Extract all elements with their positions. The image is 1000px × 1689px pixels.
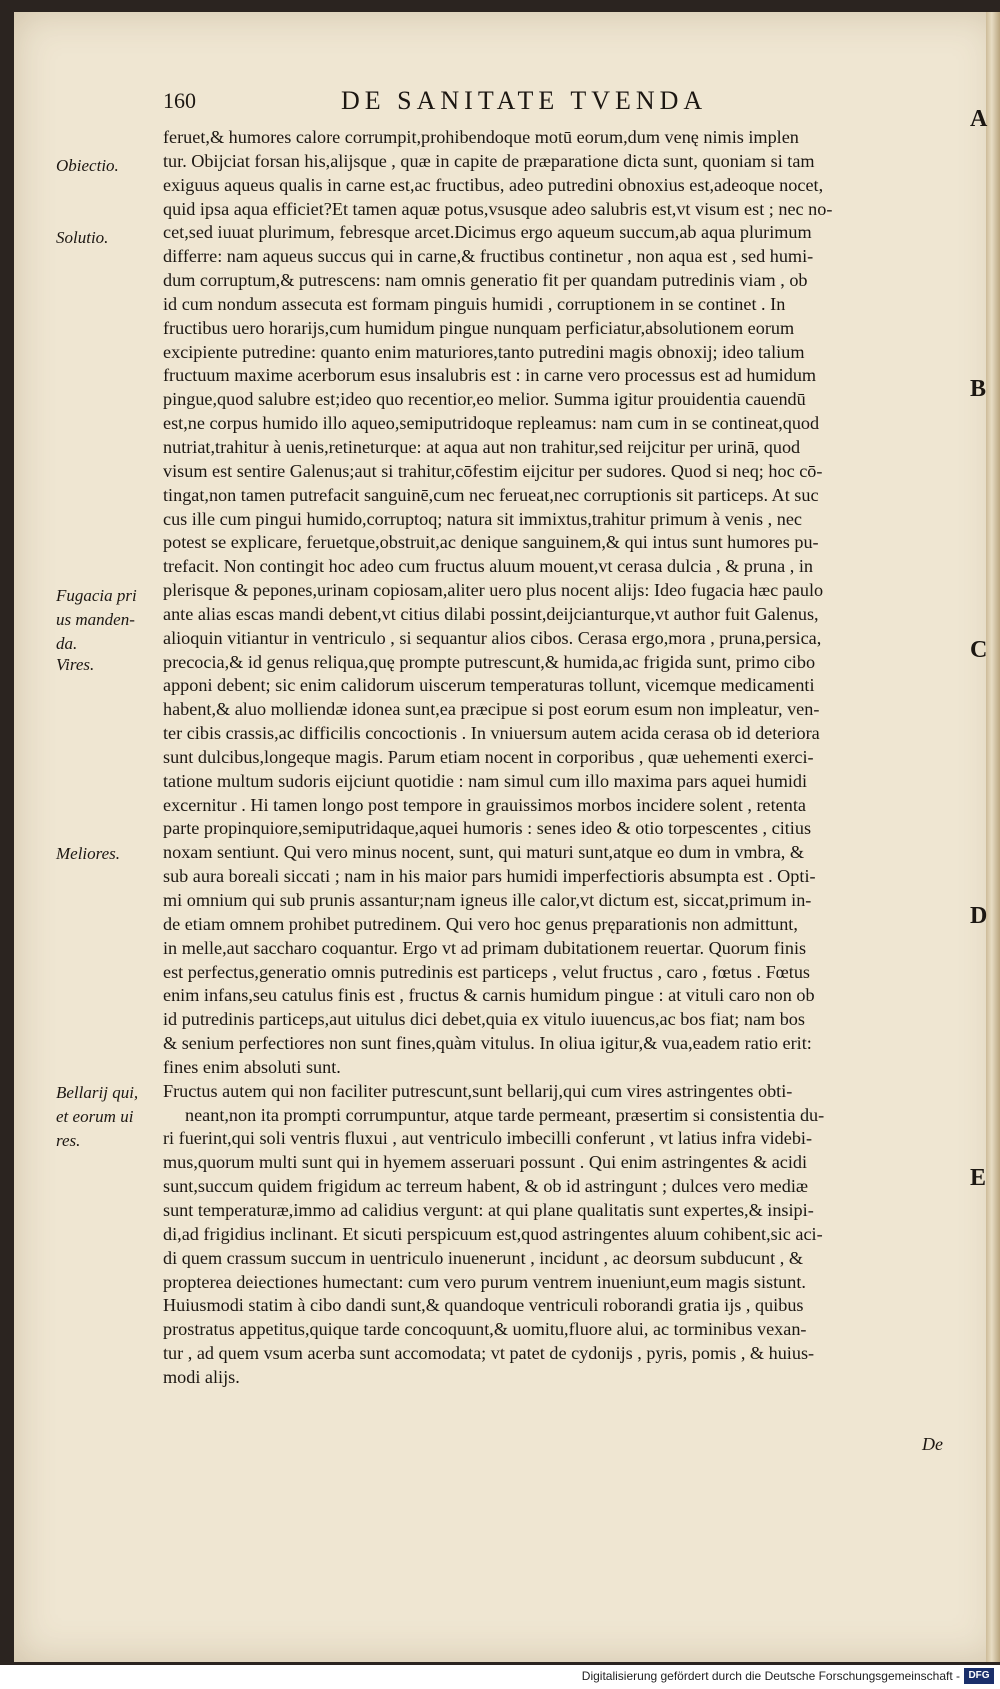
margin-letter-b: B xyxy=(970,376,987,402)
text-line: sub aura boreali siccati ; nam in his maior pars humidi imperfectioris absumpta est . Opti- xyxy=(163,866,816,887)
text-line: alioquin vitiantur in ventriculo , si sequantur alios cibos. Cerasa ergo,mora , pruna,persica, xyxy=(163,627,822,648)
text-line: sunt temperaturæ,immo ad calidius vergunt: at qui plane qualitatis sunt expertes,& insipi- xyxy=(163,1199,814,1220)
text-line: differre: nam aqueus succus qui in carne,& fructibus continetur , non aqua est , sed humi- xyxy=(163,246,814,267)
text-line: id cum nondum assecuta est formam pinguis humidi , corruptionem in se continet . In xyxy=(163,293,786,314)
text-line: noxam sentiunt. Qui vero minus nocent, sunt, qui maturi sunt,atque eo dum in vmbra, & xyxy=(163,842,805,863)
footer-credit: Digitalisierung gefördert durch die Deutsche Forschungsgemeinschaft - xyxy=(581,1669,960,1683)
text-line: pingue,quod salubre est;ideo quo recentior,eo melior. Summa igitur prouidentia cauendū xyxy=(163,389,806,410)
marginal-note: da. xyxy=(56,634,78,653)
text-line: sunt,succum quidem frigidum ac terreum habent, & ob id astringunt ; dulces vero mediæ xyxy=(163,1176,809,1197)
text-line: sunt dulcibus,longeque magis. Parum etiam nocent in corporibus , quæ uehementi exerci- xyxy=(163,746,814,767)
text-line xyxy=(163,1390,953,1414)
marginal-note: Meliores. xyxy=(56,844,121,863)
marginal-note: Fugacia pri xyxy=(56,586,137,605)
marginal-note: res. xyxy=(56,1131,81,1150)
footer xyxy=(0,1665,1000,1689)
marginal-note: us manden- xyxy=(56,610,135,629)
text-line: exiguus aqueus qualis in carne est,ac fructibus, adeo putredini obnoxius est,adeoque nocet, xyxy=(163,174,824,195)
text-line: de etiam omnem prohibet putredinem. Qui vero hoc genus pręparationis non admittunt, xyxy=(163,913,798,934)
page-number: 160 xyxy=(163,88,196,113)
text-line: ante alias escas mandi debent,vt citius dilabi possint,deijcianturque,vt author fuit Galenus, xyxy=(163,603,819,624)
text-line: dum corruptum,& putrescens: nam omnis generatio fit per quandam putredinis viam , ob xyxy=(163,270,808,291)
text-line: cet,sed iuuat plurimum, febresque arcet.Dicimus ergo aqueum succum,ab aqua plurimum xyxy=(163,222,812,243)
text-line: feruet,& humores calore corrumpit,prohibendoque motū eorum,dum venę nimis implen xyxy=(163,127,799,147)
text-line: di,ad frigidius inclinant. Et sicuti perspicuum est,quod astringentes aluum cohibent,sic aci- xyxy=(163,1223,823,1244)
marginal-note: Bellarij qui, xyxy=(56,1083,139,1102)
text-line: precocia,& id genus reliqua,quę prompte putrescunt,& humida,ac frigida sunt, primo cibo xyxy=(163,651,816,672)
running-head xyxy=(163,88,803,124)
text-line: tur. Obijciat forsan his,alijsque , quæ in capite de præparatione dicta sunt, quoniam si tam xyxy=(163,150,815,171)
text-line: est,ne corpus humido illo aqueo,semiputridoque repleamus: nam cum in se contineat,quod xyxy=(163,413,820,434)
text-line: in melle,aut saccharo coquantur. Ergo vt ad primam dubitationem reuertar. Quorum finis xyxy=(163,937,807,958)
marginal-note: et eorum ui xyxy=(56,1107,134,1126)
text-line: trefacit. Non contingit hoc adeo cum fructus aluum mouent,vt cerasa dulcia , & pruna , in xyxy=(163,556,813,577)
marginal-note: Vires. xyxy=(56,655,95,674)
text-line: mus,quorum multi sunt qui in hyemem asseruari possunt . Qui enim astringentes & acidi xyxy=(163,1152,808,1173)
text-line: enim infans,seu catulus finis est , fructus & carnis humidum pingue : at vituli caro non ob xyxy=(163,985,815,1006)
text-line: habent,& aluo molliendæ idonea sunt,ea præcipue si post eorum esum non impleatur, ven- xyxy=(163,699,820,720)
text-line: mi omnium qui sub prunis assantur;nam igneus ille calor,vt dictum est, siccat,primum in- xyxy=(163,890,812,910)
text-line: cus ille cum pingui humido,corruptoq; natura sit immixtus,trahitur primum à venis , nec xyxy=(163,508,802,529)
text-line: tatione multum sudoris eijciunt quotidie : nam simul cum illo maxima pars aquei humidi xyxy=(163,770,808,791)
catchword: De xyxy=(922,1434,943,1454)
text-line: quid ipsa aqua efficiet?Et tamen aquæ potus,vsusque adeo salubris est,vt visum est ; nec no- xyxy=(163,198,833,219)
text-line: propterea deiectiones humectant: cum vero purum ventrem inueniunt,eum magis sistunt. xyxy=(163,1271,806,1292)
margin-letter-a: A xyxy=(970,106,988,132)
text-line: ri fuerint,qui soli ventris fluxui , aut ventriculo imbecilli conferunt , vt latius infra videbi- xyxy=(163,1128,813,1149)
body-text xyxy=(163,126,953,1414)
text-line: apponi debent; sic enim calidorum uiscerum temperaturas tollunt, vicemque medicamenti xyxy=(163,675,815,696)
text-line: di quem crassum succum in uentriculo inuenerunt , incidunt , ac deorsum subducunt , & xyxy=(163,1247,803,1268)
page-edge xyxy=(986,12,1000,1662)
text-line: tingat,non tamen putrefacit sanguinē,cum nec ferueat,nec corruptionis sit particeps. At suc xyxy=(163,484,819,505)
text-line: potest se explicare, feruetque,obstruit,ac denique sanguinem,& qui intus sunt humores pu- xyxy=(163,532,819,553)
text-line: parte propinquiore,semiputridaque,aquei humoris : senes ideo & otio torpescentes , citius xyxy=(163,818,812,839)
text-line: fines enim absoluti sunt. xyxy=(163,1056,341,1077)
text-line: fructuum maxime acerborum esus insalubris est : in carne vero processus est ad humidum xyxy=(163,365,817,386)
text-line: Huiusmodi statim à cibo dandi sunt,& quandoque ventriculi roborandi gratia ijs , quibus xyxy=(163,1295,804,1316)
text-line: tur , ad quem vsum acerba sunt accomodata; vt patet de cydonijs , pyris, pomis , & huius- xyxy=(163,1343,815,1364)
text-line: plerisque & pepones,urinam copiosam,aliter uero plus nocent alijs: Ideo fugacia hæc paulo xyxy=(163,580,824,601)
dfg-logo: DFG xyxy=(964,1668,994,1684)
text-line: Fructus autem qui non faciliter putrescunt,sunt bellarij,qui cum vires astringentes obti- xyxy=(163,1080,793,1101)
text-line: est perfectus,generatio omnis putredinis est particeps , velut fructus , caro , fœtus . Fœtus xyxy=(163,961,811,982)
margin-letter-c: C xyxy=(970,637,988,663)
marginal-note: Obiectio. xyxy=(56,156,119,175)
text-line: nutriat,trahitur à uenis,retineturque: at aqua aut non trahitur,sed reijcitur per urinā, quod xyxy=(163,436,801,457)
margin-letter-d: D xyxy=(970,903,988,929)
text-line: fructibus uero horarijs,cum humidum pingue nunquam perficiatur,absolutionem eorum xyxy=(163,317,795,338)
marginal-note: Solutio. xyxy=(56,228,109,247)
text-line: neant,non ita prompti corrumpuntur, atque tarde permeant, præsertim si consistentia du- xyxy=(185,1104,825,1125)
page-title: DE SANITATE TVENDA xyxy=(341,86,708,115)
text-line: & senium perfectiores non sunt fines,quàm vitulus. In oliua igitur,& vua,eadem ratio erit: xyxy=(163,1033,812,1054)
margin-letter-e: E xyxy=(970,1165,987,1191)
text-line: ter cibis crassis,ac difficilis concoctionis . In vniuersum autem acida cerasa ob id deteriora xyxy=(163,723,820,744)
text-line: visum est sentire Galenus;aut si trahitur,cōfestim eijcitur per sudores. Quod si neq; hoc cō- xyxy=(163,460,823,481)
text-line: excipiente putredine: quanto enim maturiores,tanto putredini magis obnoxij; ideo talium xyxy=(163,341,805,362)
text-line: prostratus appetitus,quique tarde concoquunt,& uomitu,fluore alui, ac torminibus vexan- xyxy=(163,1319,807,1340)
text-line: excernitur . Hi tamen longo post tempore in grauissimos morbos incidere solent , retenta xyxy=(163,794,806,815)
text-line: id putredinis particeps,aut uitulus dici debet,quia ex vitulo iuuencus,ac bos fiat; nam bos xyxy=(163,1009,805,1030)
text-line: modi alijs. xyxy=(163,1366,240,1387)
